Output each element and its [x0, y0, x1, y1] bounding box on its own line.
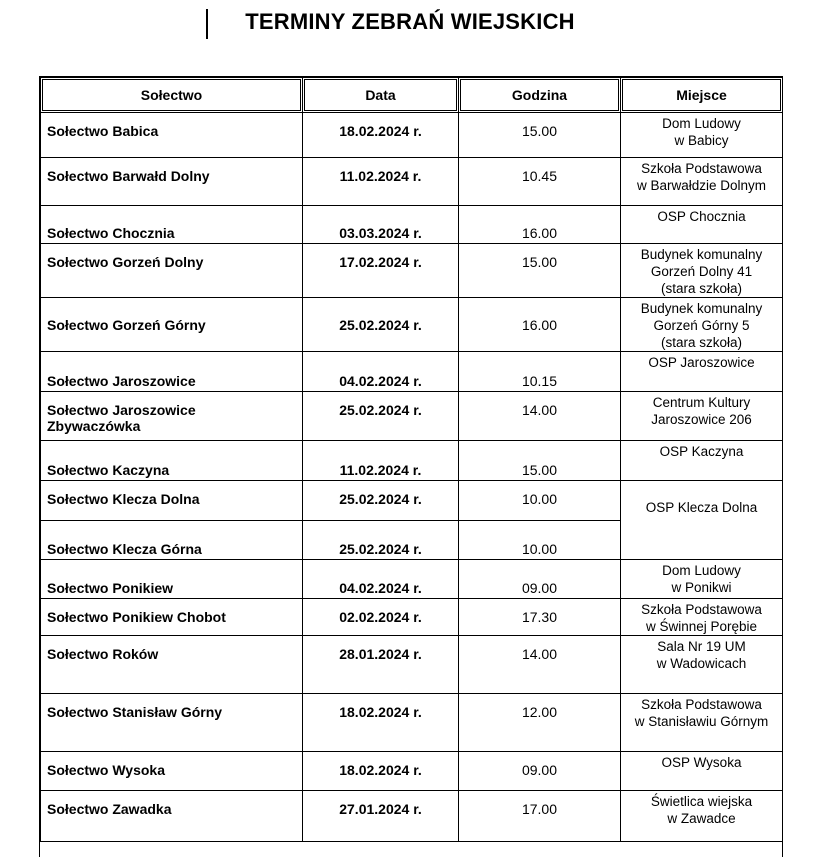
meeting-date: 18.02.2024 r. [339, 123, 422, 139]
table-row [41, 392, 783, 441]
meeting-time: 15.00 [521, 123, 558, 139]
meeting-date: 02.02.2024 r. [339, 609, 422, 625]
meeting-time: 17.30 [521, 609, 558, 625]
meeting-place: w Wadowicach [656, 656, 747, 671]
meeting-time: 09.00 [521, 580, 558, 596]
meeting-time: 16.00 [521, 317, 558, 333]
solectwo-name: Sołectwo Jaroszowice [47, 402, 196, 418]
meeting-place: Szkoła Podstawowa [641, 602, 762, 617]
header-data: Data [304, 79, 457, 111]
meeting-place: Szkoła Podstawowa [641, 697, 762, 712]
meeting-date: 03.03.2024 r. [339, 225, 422, 241]
meeting-place: Centrum Kultury [652, 395, 751, 410]
meeting-date: 18.02.2024 r. [339, 704, 422, 720]
page-title: TERMINY ZEBRAŃ WIEJSKICH [245, 9, 575, 34]
solectwo-name: Sołectwo Gorzeń Górny [47, 317, 206, 333]
meeting-place: OSP Klecza Dolna [645, 500, 758, 515]
table-row [41, 158, 783, 206]
meeting-date: 27.01.2024 r. [339, 801, 422, 817]
table-row [41, 599, 783, 636]
table-row [41, 560, 783, 599]
meeting-date: 17.02.2024 r. [339, 254, 422, 270]
meeting-place: Dom Ludowy [662, 563, 741, 578]
table-row [41, 694, 783, 752]
meeting-time: 15.00 [521, 462, 558, 478]
meeting-place: Gorzeń Dolny 41 [650, 264, 753, 279]
solectwo-name: Sołectwo Babica [47, 123, 159, 139]
meeting-place: Szkoła Podstawowa [641, 161, 762, 176]
meeting-place: (stara szkoła) [660, 335, 743, 350]
meeting-date: 28.01.2024 r. [339, 646, 422, 662]
meeting-date: 25.02.2024 r. [339, 402, 422, 418]
meeting-place: OSP Kaczyna [659, 444, 744, 459]
meeting-place: Gorzeń Górny 5 [653, 318, 750, 333]
meeting-place: Dom Ludowy [662, 116, 741, 131]
meeting-time: 16.00 [521, 225, 558, 241]
solectwo-name: Sołectwo Kaczyna [47, 462, 170, 478]
table-row [41, 206, 783, 244]
table-body [41, 113, 783, 842]
meeting-place: Budynek komunalny [640, 301, 763, 316]
meeting-date: 18.02.2024 r. [339, 762, 422, 778]
meeting-time: 12.00 [521, 704, 558, 720]
solectwo-name: Zbywaczówka [47, 418, 141, 434]
solectwo-name: Sołectwo Ponikiew [47, 580, 174, 596]
text-cursor [206, 9, 208, 39]
meeting-time: 10.15 [521, 373, 558, 389]
meeting-time: 09.00 [521, 762, 558, 778]
table-row [41, 791, 783, 842]
table-row [41, 113, 783, 158]
meeting-time: 17.00 [521, 801, 558, 817]
schedule-table [40, 77, 783, 842]
meeting-time: 10.45 [521, 168, 558, 184]
solectwo-name: Sołectwo Chocznia [47, 225, 175, 241]
table-row [41, 298, 783, 352]
meeting-date: 11.02.2024 r. [339, 168, 422, 184]
table-row [41, 752, 783, 791]
meeting-place: w Zawadce [667, 811, 736, 826]
solectwo-name: Sołectwo Barwałd Dolny [47, 168, 210, 184]
header-godzina: Godzina [460, 79, 619, 111]
solectwo-name: Sołectwo Wysoka [47, 762, 166, 778]
meeting-place: w Ponikwi [671, 580, 732, 595]
meeting-place: Jaroszowice 206 [651, 412, 752, 427]
meeting-date: 04.02.2024 r. [339, 373, 422, 389]
meeting-place: w Babicy [674, 133, 729, 148]
solectwo-name: Sołectwo Stanisław Górny [47, 704, 223, 720]
meeting-time: 14.00 [521, 646, 558, 662]
meeting-place: w Barwałdzie Dolnym [636, 178, 767, 193]
meeting-date: 25.02.2024 r. [339, 491, 422, 507]
meeting-time: 15.00 [521, 254, 558, 270]
solectwo-name: Sołectwo Gorzeń Dolny [47, 254, 204, 270]
table-row [41, 352, 783, 392]
meeting-time: 10.00 [521, 541, 558, 557]
table-row [41, 244, 783, 298]
meeting-place: Sala Nr 19 UM [657, 639, 746, 654]
meeting-date: 25.02.2024 r. [339, 541, 422, 557]
schedule-table-frame [39, 76, 783, 857]
meeting-time: 10.00 [521, 491, 558, 507]
meeting-date: 25.02.2024 r. [339, 317, 422, 333]
meeting-time: 14.00 [521, 402, 558, 418]
table-row [41, 636, 783, 694]
table-header-row [41, 78, 783, 113]
meeting-place: w Stanisławiu Górnym [634, 714, 769, 729]
solectwo-name: Sołectwo Jaroszowice [47, 373, 196, 389]
table-row [41, 441, 783, 481]
meeting-date: 04.02.2024 r. [339, 580, 422, 596]
meeting-place: OSP Chocznia [657, 209, 746, 224]
solectwo-name: Sołectwo Zawadka [47, 801, 172, 817]
meeting-place: Budynek komunalny [640, 247, 763, 262]
solectwo-name: Sołectwo Roków [47, 646, 159, 662]
header-solectwo: Sołectwo [42, 79, 301, 111]
solectwo-name: Sołectwo Klecza Górna [47, 541, 202, 557]
meeting-place: OSP Wysoka [661, 755, 742, 770]
table-row [41, 481, 783, 521]
solectwo-name: Sołectwo Klecza Dolna [47, 491, 200, 507]
meeting-date: 11.02.2024 r. [339, 462, 422, 478]
meeting-place: (stara szkoła) [660, 281, 743, 296]
meeting-place: OSP Jaroszowice [648, 355, 755, 370]
meeting-place: Świetlica wiejska [650, 794, 753, 809]
header-miejsce: Miejsce [622, 79, 781, 111]
meeting-place: w Świnnej Porębie [645, 619, 758, 634]
solectwo-name: Sołectwo Ponikiew Chobot [47, 609, 226, 625]
